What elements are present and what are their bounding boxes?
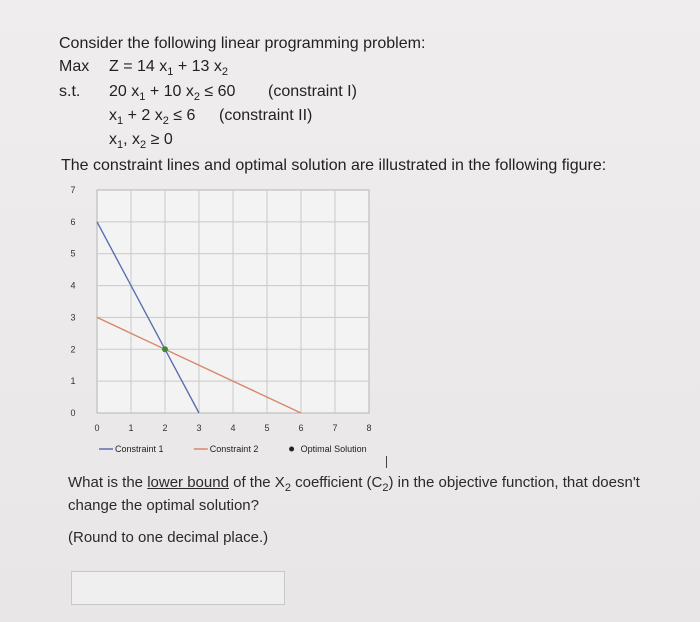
x-tick-label: 2 (162, 423, 168, 433)
nonnegativity: $x_1$, $x_2 \ge 0$ (109, 131, 173, 151)
question-text: What is the lower bound of the $X_2$ coefficient $(C_2)$ in the objective function, that doesn't change the optimal solution? (68, 474, 640, 514)
y-tick-label: 4 (70, 280, 76, 291)
chart-svg (55, 180, 395, 465)
lp-chart (55, 180, 395, 465)
optimal-point (162, 346, 168, 352)
x-tick-label: 3 (196, 423, 202, 433)
legend-swatch-optimal (289, 447, 294, 452)
x-tick-label: 1 (128, 423, 134, 433)
legend-label-1: Constraint 1 (115, 444, 164, 454)
legend-label-2: Constraint 2 (209, 444, 259, 454)
x-tick-label: 0 (94, 423, 100, 433)
text-cursor (386, 456, 387, 468)
lower-bound-term: lower bound (147, 474, 229, 491)
constraint-1-name: (constraint I) (268, 83, 357, 100)
x-tick-label: 4 (230, 423, 236, 433)
figure-intro: The constraint lines and optimal solution are illustrated in the following figure: (61, 157, 607, 174)
y-tick-label: 7 (70, 185, 76, 195)
constraint-2-name: (constraint II) (219, 107, 313, 124)
constraint-1: 20 $x_1 + 10$ $x_2 \le 60$ (109, 83, 236, 103)
st-label: s.t. (59, 83, 81, 100)
legend-label-optimal: Optimal Solution (300, 444, 367, 454)
y-tick-label: 1 (70, 376, 76, 387)
y-tick-label: 5 (70, 248, 76, 259)
x-tick-label: 8 (366, 423, 372, 433)
x-tick-label: 5 (264, 423, 270, 433)
y-tick-label: 3 (70, 312, 76, 323)
answer-input[interactable] (71, 571, 285, 605)
y-tick-label: 6 (70, 216, 76, 227)
objective-label: Max (59, 58, 90, 75)
round-note: (Round to one decimal place.) (68, 529, 269, 546)
problem-intro: Consider the following linear programming problem: (59, 35, 426, 52)
constraint-2: $x_1 + 2$ $x_2 \le 6$ (109, 107, 196, 127)
objective-expression: Z = 14 $x_1 + 13$ $x_2$ (109, 58, 228, 78)
y-tick-label: 2 (70, 344, 76, 355)
x-tick-label: 7 (332, 423, 338, 433)
y-tick-label: 0 (70, 408, 76, 418)
x-tick-label: 6 (298, 423, 304, 433)
